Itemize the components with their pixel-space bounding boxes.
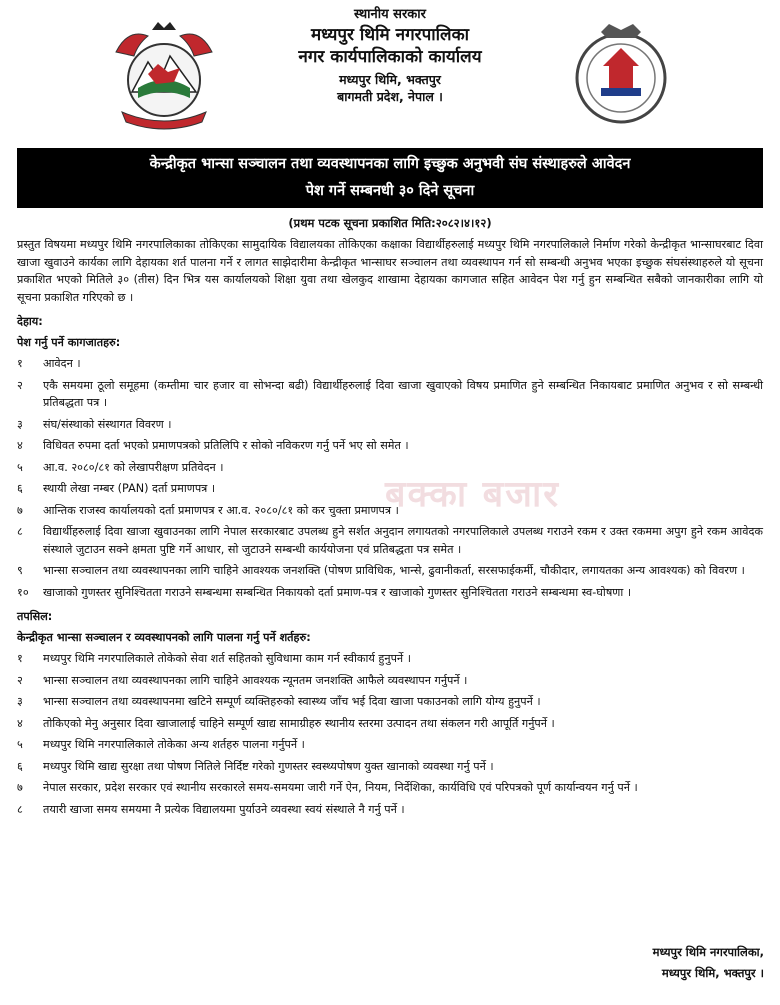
list-item: ४ तोकिएको मेनु अनुसार दिवा खाजालाई चाहिने सम्पूर्ण खाद्य सामाग्रीहरु स्थानीय स्तरमा उत्पादन तथा संकलन गरी आपूर्ति गर्नुपर्ने । bbox=[17, 716, 555, 730]
conditions-list bbox=[17, 650, 763, 818]
list-item: ५ मध्यपुर थिमि नगरपालिकाले तोकेका अन्य शर्तहरु पालना गर्नुपर्ने । bbox=[17, 738, 305, 751]
list-item: ३ भान्सा सञ्चालन तथा व्यवस्थापनमा खटिने सम्पूर्ण व्यक्तिहरुको स्वास्थ्य जाँच भई दिवा खाजा पकाउनको लागि योग्य हुनुपर्ने । bbox=[17, 695, 541, 708]
publication-date: (प्रथम पटक सूचना प्रकाशित मिति:२०८२।४।१२) bbox=[288, 216, 492, 230]
documents-heading: पेश गर्नु पर्ने कागजातहरु: bbox=[17, 335, 121, 349]
list-item: ३ संघ/संस्थाको संस्थागत विवरण । bbox=[17, 417, 172, 431]
office-location: मध्यपुर थिमि, भक्तपुर bbox=[339, 72, 441, 88]
list-item: ७ आन्तिक राजस्व कार्यालयको दर्ता प्रमाणपत्र र आ.व. २०८०/८१ को कर चुक्ता प्रमाणपत्र । bbox=[17, 503, 399, 517]
list-item: ८ विद्यार्थीहरुलाई दिवा खाजा खुवाउनका लागि नेपाल सरकारबाट उपलब्ध हुने सर्शत अनुदान लगायतको नगरपालिकाले उपलब्ध गराउने रकम र उक्त रकममा अपुग हुने रकम आवेदक संस्थाले जुटाउन सक्ने क्षमता पुष्टि गर्ने आधार, सो जुटाउने सम्बन्धी कार्ययोजना एवं प्रतिबद्धता पत्र समेत । bbox=[17, 525, 763, 556]
office-province: बागमती प्रदेश, नेपाल । bbox=[337, 89, 443, 105]
list-item: २ भान्सा सञ्चालन तथा व्यवस्थापनका लागि चाहिने आवश्यक न्यूनतम जनशक्ति आफैले व्यवस्थापन गर्नुपर्ने । bbox=[17, 673, 468, 687]
notice-body bbox=[17, 236, 763, 818]
list-item: ७ नेपाल सरकार, प्रदेश सरकार एवं स्थानीय सरकारले समय-समयमा जारी गर्ने ऐन, नियम, निर्देशिका, कार्यविधि एवं परिपत्रको पूर्ण कार्यान्वयन गर्नु पर्ने । bbox=[17, 781, 638, 794]
signature-block bbox=[653, 942, 764, 984]
government-level: स्थानीय सरकार bbox=[354, 7, 426, 22]
section1-heading: देहाय: bbox=[17, 315, 43, 328]
notice-title-banner bbox=[17, 148, 763, 208]
conditions-heading: केन्द्रीकृत भान्सा सञ्चालन र व्यवस्थापनको लागि पालना गर्नु पर्ने शर्तहरु: bbox=[17, 630, 311, 644]
documents-list bbox=[17, 355, 763, 601]
notice-title-line2: पेश गर्ने सम्बनधी ३० दिने सूचना bbox=[305, 183, 475, 199]
list-item: ९ भान्सा सञ्चालन तथा व्यवस्थापनका लागि चाहिने आवश्यक जनशक्ति (पोषण प्राविधिक, भान्से, ढुवानीकर्ता, सरसफाईकर्मी, चौकीदार, लगायतका अन्य आवश्यक) को विवरण । bbox=[17, 564, 745, 577]
watermark-text: बक्का बजार bbox=[385, 474, 560, 515]
notice-title-line1: केन्द्रीकृत भान्सा सञ्चालन तथा व्यवस्थापनका लागि इच्छुक अनुभवी संघ संस्थाहरुले आवेदन bbox=[149, 156, 631, 172]
letterhead bbox=[0, 0, 780, 150]
signature-line1: मध्यपुर थिमि नगरपालिका, bbox=[652, 945, 764, 959]
list-item: ६ मध्यपुर थिमि खाद्य सुरक्षा तथा पोषण नितिले निर्दिष्ट गरेको गुणस्तर स्वस्थ्यपोषण युक्त खानाको व्यवस्था गर्नु पर्ने । bbox=[17, 759, 494, 773]
municipality-seal-icon bbox=[565, 20, 677, 132]
list-item: ८ तयारी खाजा समय समयमा नै प्रत्येक विद्यालयमा पुर्याउने व्यवस्था स्वयं संस्थाले नै गर्नु पर्ने । bbox=[17, 802, 405, 816]
intro-paragraph: प्रस्तुत विषयमा मध्यपुर थिमि नगरपालिकाका तोकिएका सामुदायिक विद्यालयका तोकिएका कक्षाका विद्यार्थीहरुलाई मध्यपुर थिमि नगरपालिकाले निर्माण गरेको केन्द्रीकृत भान्साघरबाट दिवा खाजा खुवाउने कार्यका लागि देहायका शर्त पालना गर्ने र लागत साझेदारीमा केन्द्रीकृत भान्साघर सञ्चालन तथा व्यवस्थापन गर्न सो सम्बन्धी अनुभव भएका इच्छुक संघसंस्थाहरुले यो सूचना प्रकाशित भएको मितिले ३० (तीस) दिन भित्र यस कार्यालयको शिक्षा युवा तथा खेलकुद शाखामा देहायका कागजात सहित आवेदन पेश गर्नु हुन सम्बन्धित सबैको जानकारीका लागि यो सूचना प्रकाशित गरिएको छ । bbox=[17, 238, 763, 304]
list-item: ४ विधिवत रुपमा दर्ता भएको प्रमाणपत्रको प्रतिलिपि र सोको नविकरण गर्नु पर्ने भए सो समेत । bbox=[17, 439, 409, 452]
office-name: नगर कार्यपालिकाको कार्यालय bbox=[298, 47, 482, 68]
list-item: २ एकै समयमा ठूलो समूहमा (कम्तीमा चार हजार वा सोभन्दा बढी) विद्यार्थीहरुलाई दिवा खाजा खुवाएको विषय प्रमाणित हुने सम्बन्धित निकायबाट प्रमाणित अनुभव र सो सम्बन्धी प्रतिबद्धता पत्र । bbox=[17, 378, 763, 409]
signature-line2: मध्यपुर थिमि, भक्तपुर । bbox=[661, 966, 764, 980]
section2-heading: तपसिल: bbox=[17, 610, 53, 623]
list-item: १ मध्यपुर थिमि नगरपालिकाले तोकेको सेवा शर्त सहितको सुविधामा काम गर्न स्वीकार्य हुनुपर्ने । bbox=[17, 652, 411, 665]
list-item: १ आवेदन । bbox=[17, 357, 81, 370]
municipality-name: मध्यपुर थिमि नगरपालिका bbox=[310, 24, 470, 45]
list-item: १० खाजाको गुणस्तर सुनिश्चितता गराउने सम्बन्धमा सम्बन्धित निकायको दर्ता प्रमाण-पत्र र खाजाको गुणस्तर सुनिश्चितता गराउने सम्बन्धमा स्व-घोषणा । bbox=[17, 585, 632, 599]
list-item: ६ स्थायी लेखा नम्बर (PAN) दर्ता प्रमाणपत्र । bbox=[17, 482, 216, 495]
list-item: ५ आ.व. २०८०/८१ को लेखापरीक्षण प्रतिवेदन । bbox=[17, 460, 224, 474]
